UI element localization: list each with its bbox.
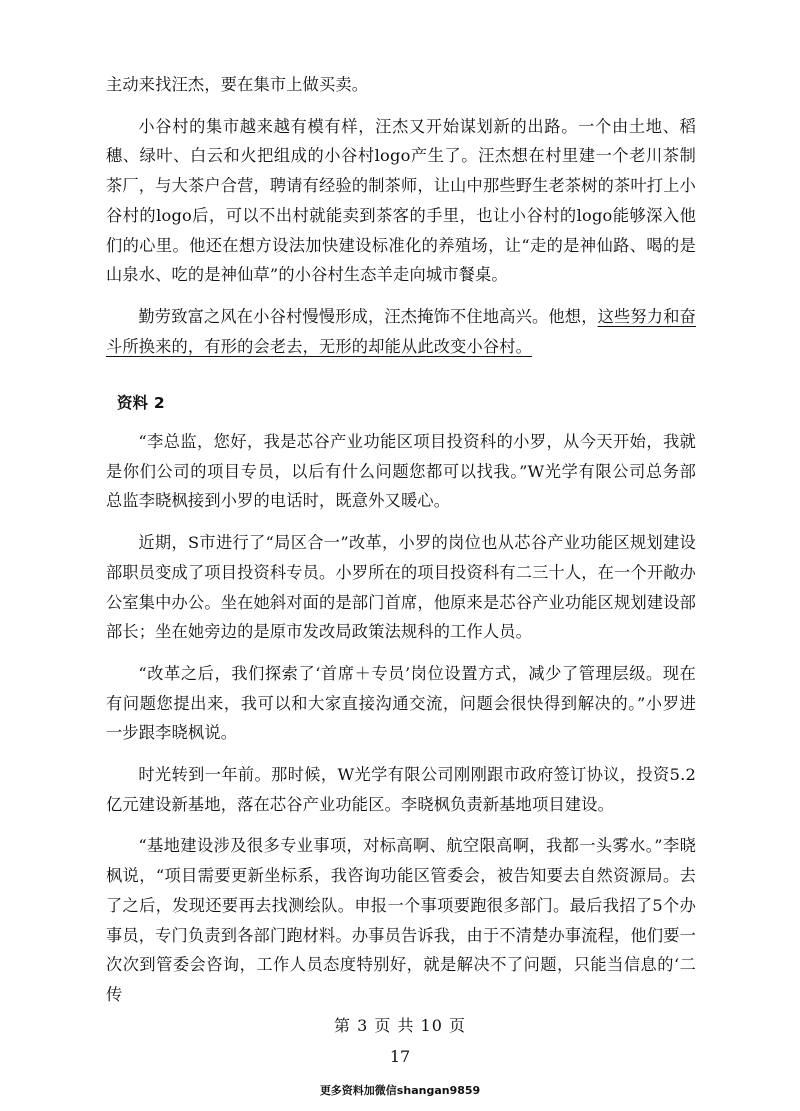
paragraph-diligence (106, 302, 696, 361)
page-count-label: 第 3 页 共 10 页 (334, 1016, 466, 1035)
paragraph-one-year-ago: 时光转到一年前。那时候，W光学有限公司刚刚跟市政府签订协议，投资5.2亿元建设新基地，落在芯谷产业功能区。李晓枫负责新基地项目建设。 (106, 765, 696, 814)
underlined-sentence: 这些努力和奋斗所换来的，有形的会老去，无形的却能从此改变小谷村。 (106, 306, 696, 356)
page-number: 17 (389, 1047, 411, 1066)
paragraph-logo: 小谷村的集市越来越有模有样，汪杰又开始谋划新的出路。一个由土地、稻穗、绿叶、白云和火把组成的小谷村logo产生了。汪杰想在村里建一个老川茶制茶厂，与大茶户合营，聘请有经验的制茶师，让山中那些野生老茶树的茶叶打上小谷村的logo后，可以不出村就能卖到茶客的手里，也让小谷村的logo能够深入他们的心里。他还在想方设法加快建设标准化的养殖场，让“走的是神仙路、喝的是山泉水、吃的是神仙草”的小谷村生态羊走向城市餐桌。 (106, 116, 696, 285)
footer-note: 更多资料加微信shangan9859 (319, 1084, 481, 1097)
paragraph-chief-specialist: “改革之后，我们探索了‘首席＋专员’岗位设置方式，减少了管理层级。现在有问题您提出来，我可以和大家直接沟通交流，问题会很快得到解决的。”小罗进一步跟李晓枫说。 (106, 663, 696, 743)
paragraph-phone-call: “李总监，您好，我是芯谷产业功能区项目投资科的小罗，从今天开始，我就是你们公司的项目专员，以后有什么问题您都可以找我。”W光学有限公司总务部总监李晓枫接到小罗的电话时，既意外又暖心。 (106, 432, 696, 511)
section-heading: 资料 2 (116, 394, 165, 413)
paragraph-diligence-text: 勤劳致富之风在小谷村慢慢形成，汪杰掩饰不住地高兴。他想， (138, 306, 598, 326)
paragraph-reform: 近期，S市进行了“局区合一”改革，小罗的岗位也从芯谷产业功能区规划建设部职员变成了项目投资科专员。小罗所在的项目投资科有二三十人，在一个开敞办公室集中办公。坐在她斜对面的是部门首席，他原来是芯谷产业功能区规划建设部部长；坐在她旁边的是原市发改局政策法规科的工作人员。 (106, 533, 696, 642)
paragraph-base-construction: “基地建设涉及很多专业事项，对标高啊、航空限高啊，我都一头雾水。”李晓枫说，“项目需要更新坐标系，我咨询功能区管委会，被告知要去自然资源局。去了之后，发现还要再去找测绘队。申报一个事项要跑很多部门。最后我招了5个办事员，专门负责到各部门跑材料。办事员告诉我，由于不清楚办事流程，他们要一次次到管委会咨询，工作人员态度特别好，就是解决不了问题，只能当信息的‘二传 (106, 836, 696, 1004)
paragraph-continuation: 主动来找汪杰，要在集市上做买卖。 (106, 75, 369, 94)
document-body (106, 70, 696, 1022)
